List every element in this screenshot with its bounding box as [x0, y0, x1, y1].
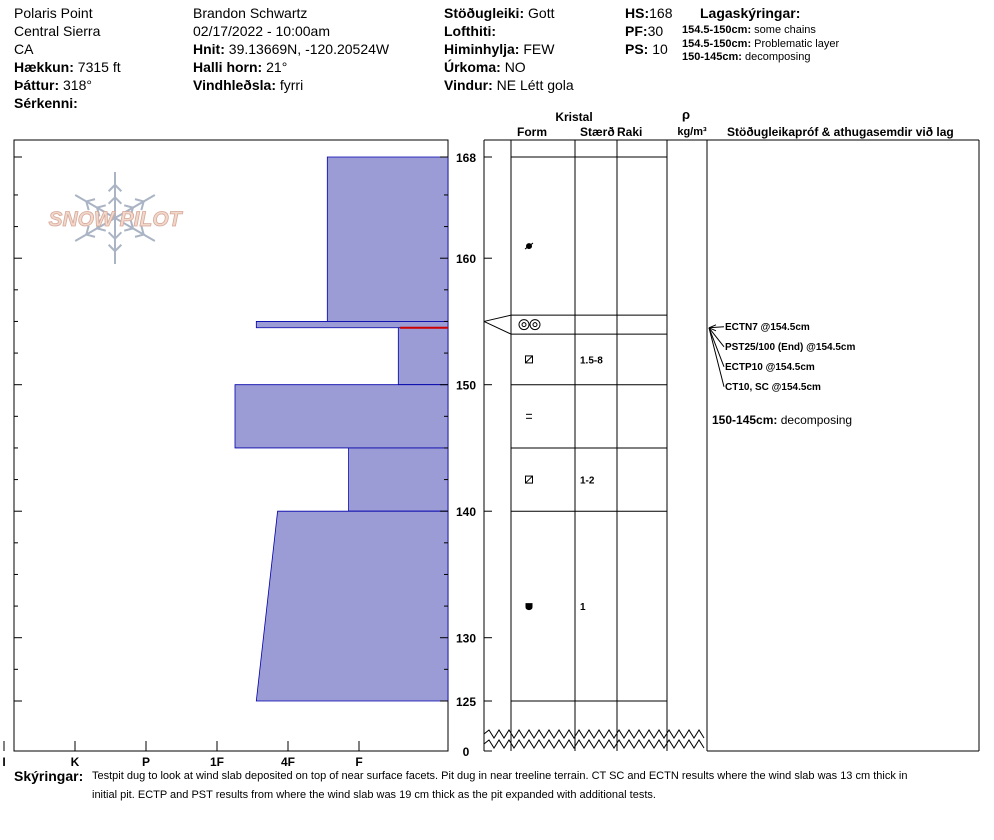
crystal-size: 1-2 — [580, 475, 595, 487]
snowpilot-logo — [49, 172, 184, 264]
wind-loading: Vindhleðsla: fyrri — [193, 77, 304, 93]
tests-header: Stöðugleikapróf & athugasemdir við lag — [727, 125, 954, 139]
depth-tick-label: 140 — [455, 505, 477, 520]
snowflake-branch — [86, 235, 95, 237]
surface-hoar-icon — [530, 320, 540, 330]
hardness-layer-6 — [256, 511, 448, 701]
ps: PS: 10 — [625, 41, 668, 57]
footer-label: Skýringar: — [14, 768, 84, 784]
hardness-tick-label: I — [2, 755, 6, 769]
footer-line-2: initial pit. ECTP and PST results from where the wind slab was 19 cm thick as the pit expanded with additional tests. — [92, 789, 656, 801]
stability-test: CT10, SC @154.5cm — [725, 381, 821, 393]
hardness-tick-label: 4F — [280, 755, 296, 769]
density-unit-header: kg/m³ — [677, 126, 707, 138]
hardness-tick-label: F — [355, 755, 363, 769]
stability: Stöðugleiki: Gott — [444, 5, 555, 21]
layer-notes-title: Lagaskýringar: — [700, 5, 801, 21]
layer-note-2: 154.5-150cm: Problematic layer — [682, 38, 840, 50]
connector-line — [484, 315, 511, 321]
hardness-tick-label: P — [141, 755, 151, 769]
sky-cover: Himinhylja: FEW — [444, 41, 555, 57]
depth-tick-label: 160 — [455, 252, 477, 267]
hardness-layer-3 — [398, 328, 448, 385]
depth-tick-label: 125 — [455, 695, 477, 709]
layer-comment: 150-145cm: decomposing — [712, 412, 853, 427]
features-label: Sérkenni: — [14, 95, 78, 111]
kristal-header: Kristal — [555, 110, 593, 124]
faceted-icon — [526, 356, 533, 363]
footer-line-1: Testpit dug to look at wind slab deposited on top of near surface facets. Pit dug in near treeline terrain. CT SC and ECTN results where the wind slab was 13 cm thick in — [92, 770, 908, 782]
moisture-header: Raki — [617, 125, 643, 139]
hardness-layer-1 — [327, 157, 448, 321]
rho-header: ρ — [681, 107, 691, 122]
stability-test: ECTP10 @154.5cm — [725, 361, 815, 373]
wind: Vindur: NE Létt gola — [444, 77, 574, 93]
layer-note-3: 150-145cm: decomposing — [682, 51, 811, 63]
depth-tick-label: 0 — [462, 745, 470, 759]
surface-hoar-icon — [533, 323, 537, 327]
pf: PF:30 — [625, 23, 664, 39]
elevation: Hækkun: 7315 ft — [14, 59, 121, 75]
snowflake-branch — [135, 235, 144, 237]
stability-test: ECTN7 @154.5cm — [725, 321, 810, 333]
precipitation: Úrkoma: NO — [444, 59, 526, 75]
depth-tick-label: 168 — [455, 151, 477, 165]
coordinates: Hnit: 39.13669N, -120.20524W — [193, 41, 390, 57]
depth-tick-label: 130 — [455, 631, 477, 646]
connector-line — [484, 321, 511, 334]
slope-angle: Halli horn: 21° — [193, 59, 288, 75]
hardness-layer-4 — [235, 385, 448, 448]
datetime: 02/17/2022 - 10:00am — [193, 23, 330, 39]
snowflake-branch — [135, 199, 144, 201]
faceted-icon — [526, 476, 533, 483]
snowflake-branch — [86, 199, 95, 201]
depth-tick-label: 150 — [455, 378, 477, 393]
observer: Brandon Schwartz — [193, 5, 308, 21]
region: Central Sierra — [14, 23, 101, 39]
axis-break-bottom — [484, 740, 704, 748]
size-header: Stærð — [580, 125, 615, 139]
layer-note-1: 154.5-150cm: some chains — [682, 24, 816, 36]
hs: HS:168 — [625, 5, 673, 21]
air-temp-label: Lofthiti: — [444, 23, 497, 39]
aspect: Þáttur: 318° — [14, 77, 92, 93]
logo-text: SNOW PILOT — [48, 208, 182, 231]
hardness-layer-5 — [349, 448, 448, 511]
hardness-tick-label: K — [70, 755, 80, 769]
surface-hoar-icon — [522, 323, 526, 327]
stability-test: PST25/100 (End) @154.5cm — [725, 341, 856, 353]
location: Polaris Point — [14, 5, 93, 21]
hardness-tick-label: 1F — [209, 755, 225, 769]
axis-break-top — [484, 730, 704, 738]
surface-hoar-icon — [519, 320, 529, 330]
test-leader-line — [709, 328, 724, 367]
crystal-size: 1.5-8 — [580, 355, 603, 367]
form-header: Form — [517, 125, 547, 139]
crystal-size: 1 — [580, 602, 586, 614]
depth-hoar-icon — [526, 603, 533, 610]
state: CA — [14, 41, 34, 57]
